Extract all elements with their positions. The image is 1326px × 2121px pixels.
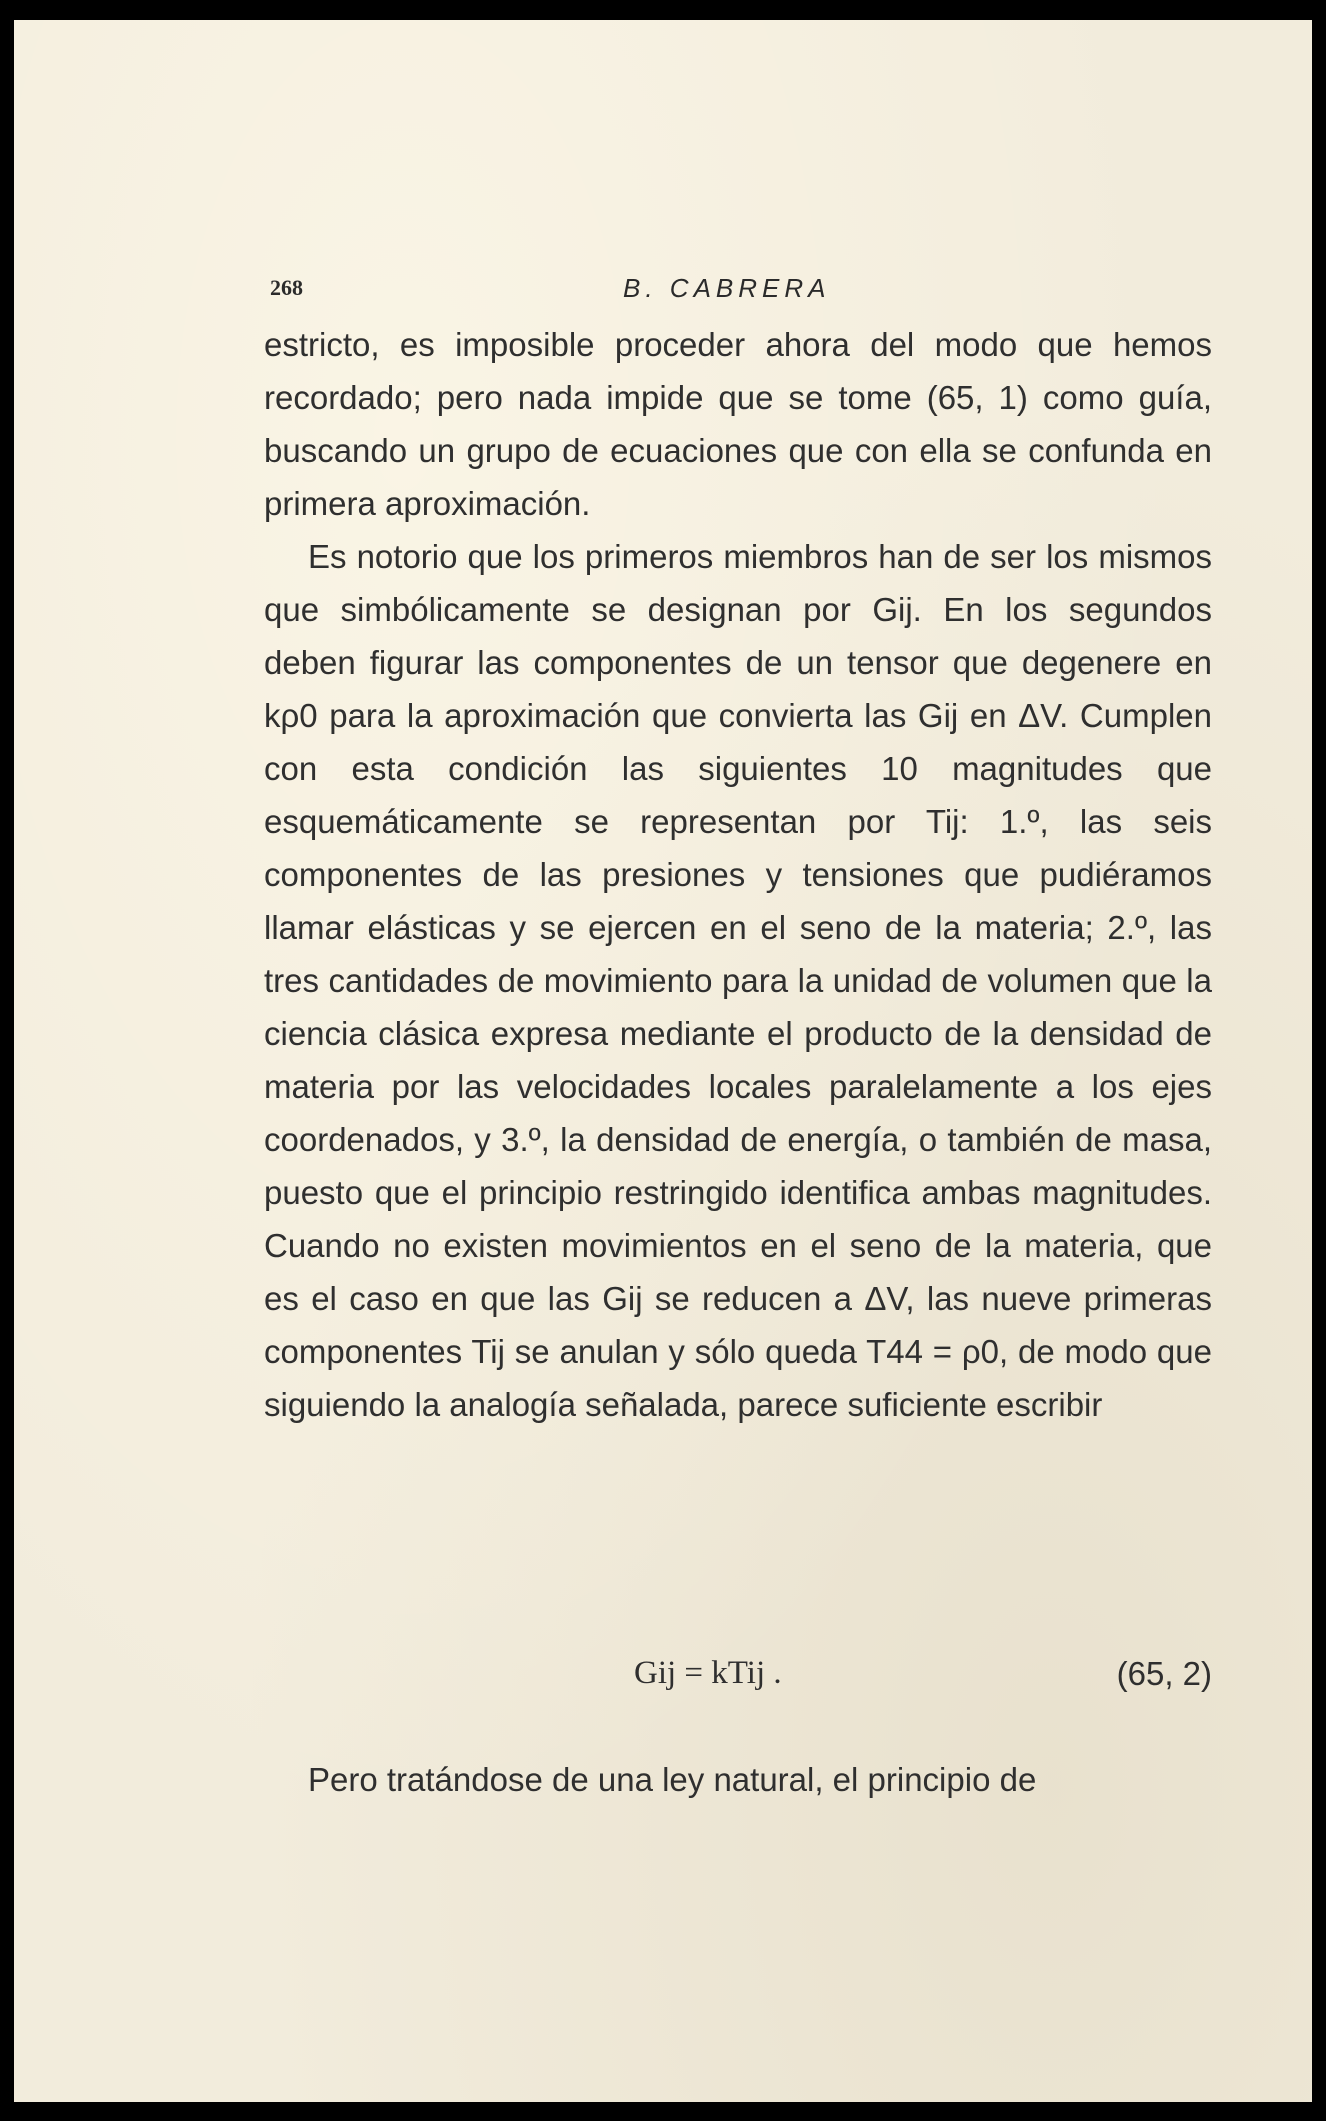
final-line: Pero tratándose de una ley natural, el principio de	[308, 1761, 1037, 1798]
equation-65-2	[264, 1647, 1212, 1700]
page-header	[270, 275, 1170, 315]
equation-expression: Gij = kTij .	[634, 1655, 782, 1691]
running-head: B. CABRERA	[623, 273, 831, 303]
body-text	[264, 318, 1212, 1431]
page-number: 268	[270, 275, 303, 300]
paragraph-2: Es notorio que los primeros miembros han de ser los mismos que simbólicamente se designan por Gij. En los segundos deben figurar las componentes de un tensor que degenere en kρ0 para la aproximación que convierta las Gij en ΔV. Cumplen con esta condición las siguientes 10 magnitudes que esquemáticamente se representan por Tij: 1.º, las seis componentes de las presiones y tensiones que pudiéramos llamar elásticas y se ejercen en el seno de la materia; 2.º, las tres cantidades de movimiento para la unidad de volumen que la ciencia clásica expresa mediante el producto de la densidad de materia por las velocidades locales paralelamente a los ejes coordenados, y 3.º, la densidad de energía, o también de masa, puesto que el principio restringido identifica ambas magnitudes. Cuando no existen movimientos en el seno de la materia, que es el caso en que las Gij se reducen a ΔV, las nueve primeras componentes Tij se anulan y sólo queda T44 = ρ0, de modo que siguiendo la analogía señalada, parece suficiente escribir	[264, 538, 1212, 1423]
paragraph-1: estricto, es imposible proceder ahora del modo que hemos recordado; pero nada impide que se tome (65, 1) como guía, buscando un grupo de ecuaciones que con ella se confunda en primera aproximación.	[264, 326, 1212, 522]
equation-number: (65, 2)	[1116, 1655, 1212, 1692]
